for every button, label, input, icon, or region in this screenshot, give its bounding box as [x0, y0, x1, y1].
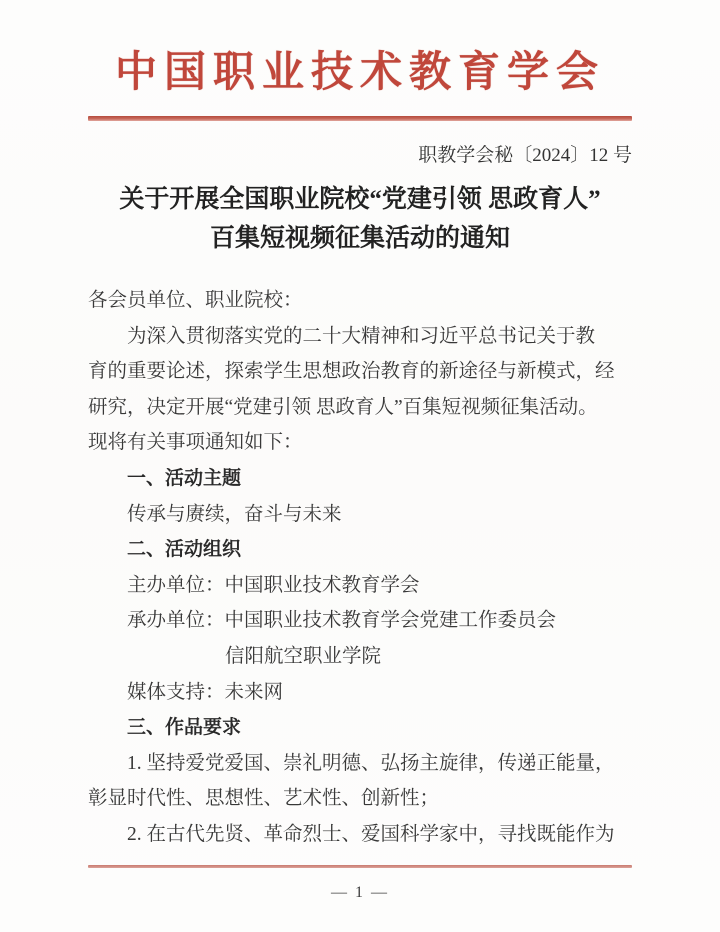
paragraph-line: 为深入贯彻落实党的二十大精神和习近平总书记关于教	[127, 325, 596, 347]
notice-body	[88, 283, 632, 853]
requirement-line-1b: 彰显时代性、思想性、艺术性、创新性；	[88, 788, 440, 810]
salutation: 各会员单位、职业院校：	[88, 290, 303, 311]
organizer-line: 承办单位：中国职业技术教育学会党建工作委员会	[127, 610, 557, 632]
footer-divider-rule	[88, 865, 632, 868]
notice-title-line-2: 百集短视频征集活动的通知	[209, 225, 510, 252]
paragraph-line: 育的重要论述，探索学生思想政治教育的新途径与新模式，经	[88, 361, 615, 383]
document-number: 职教学会秘〔2024〕12 号	[418, 145, 632, 166]
letterhead-org-name: 中国职业技术教育学会	[114, 50, 605, 96]
media-support-line: 媒体支持：未来网	[127, 681, 284, 703]
section-heading-2: 二、活动组织	[127, 539, 242, 561]
letterhead-divider-rule	[88, 116, 632, 121]
requirement-line-2: 2. 在古代先贤、革命烈士、爱国科学家中，寻找既能作为	[127, 823, 615, 845]
document-content	[0, 50, 720, 853]
section-heading-1: 一、活动主题	[127, 467, 242, 489]
host-unit-line: 主办单位：中国职业技术教育学会	[127, 574, 420, 596]
paragraph-line: 现将有关事项通知如下：	[88, 432, 303, 454]
paragraph-line: 研究，决定开展“党建引领 思政育人”百集短视频征集活动。	[88, 396, 598, 418]
notice-title	[88, 180, 632, 258]
section-heading-3: 三、作品要求	[127, 717, 242, 739]
requirement-line-1: 1. 坚持爱党爱国、崇礼明德、弘扬主旋律，传递正能量，	[127, 752, 615, 774]
page-number: — 1 —	[331, 884, 389, 901]
theme-line: 传承与赓续，奋斗与未来	[127, 503, 342, 525]
organizer-line-2: 信阳航空职业学院	[225, 645, 382, 667]
notice-title-line-1: 关于开展全国职业院校“党建引领 思政育人”	[119, 186, 601, 213]
